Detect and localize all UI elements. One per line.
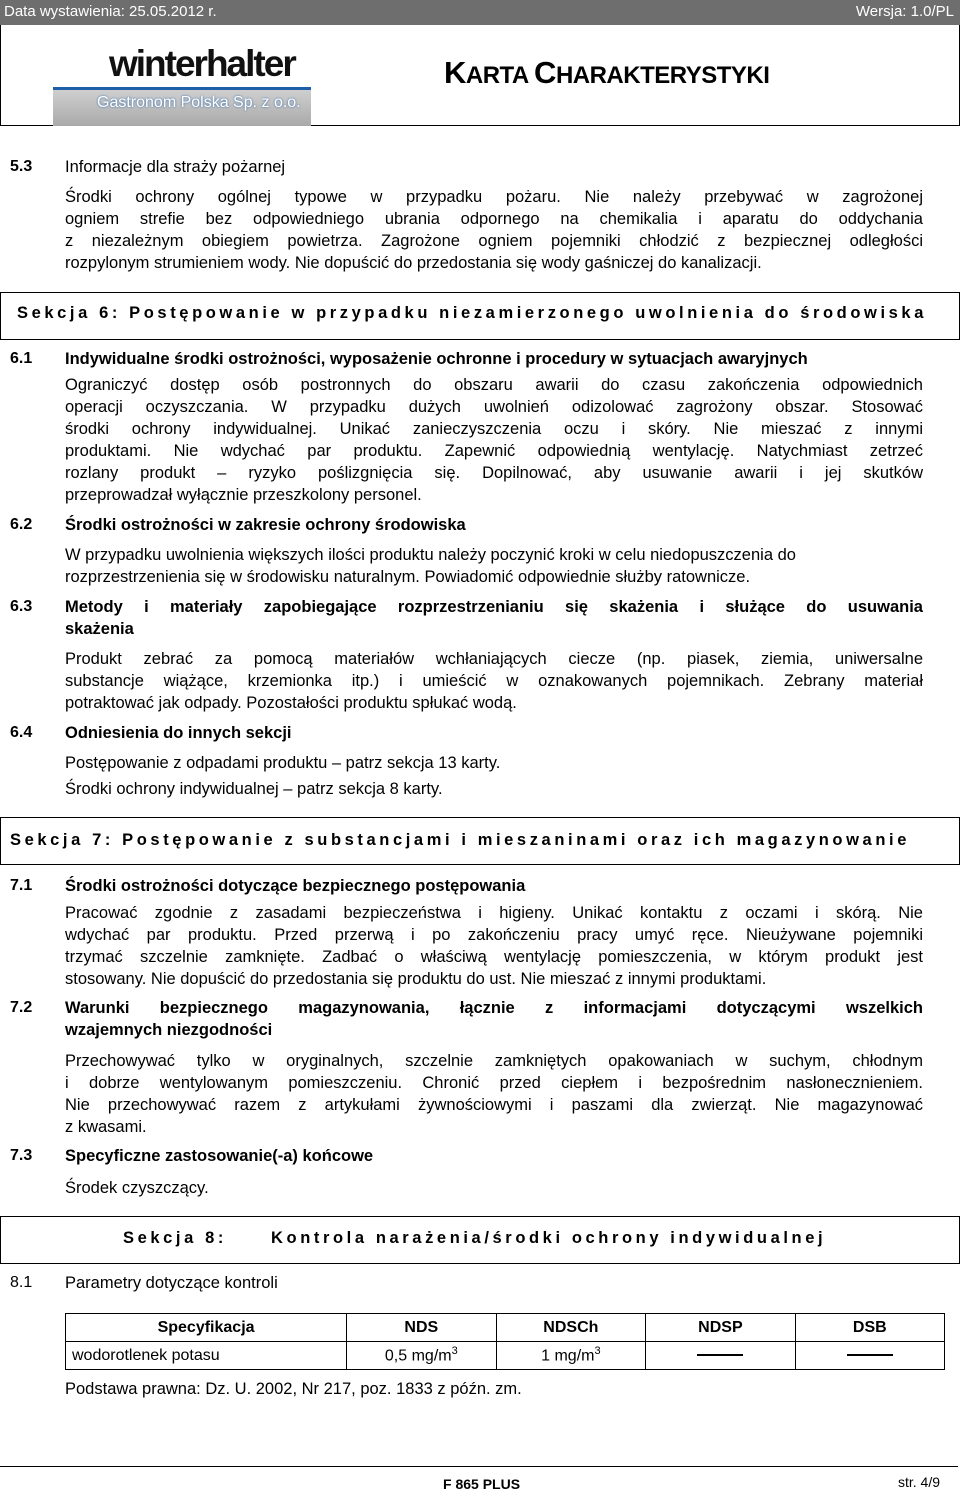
section-number: 6.4 xyxy=(10,724,33,741)
paragraph-6-4-line1: Postępowanie z odpadami produktu – patrz sekcja 13 karty. xyxy=(65,754,501,772)
section-heading: Środki ostrożności dotyczące bezpiecznego postępowania xyxy=(65,877,526,895)
empty-value-dash xyxy=(697,1354,743,1356)
paragraph-6-2: W przypadku uwolnienia większych ilości produktu należy poczynić kroki w celu niedopuszczenia do rozprzestrzenienia się w środowisku naturalnym. Powiadomić odpowiednie służby ratownicze. xyxy=(65,546,796,586)
section-heading-cont: skażenia xyxy=(65,620,134,638)
section-number: 6.3 xyxy=(10,598,33,615)
paragraph-7-1: Pracować zgodnie z zasadami bezpieczeństwa i higieny. Unikać kontaktu z oczami i skórą. Nie wdychać par produktu. Przed przerwą i po zakończeniu pracy umyć ręce. Nieużywane pojemniki trzymać szczelnie zamknięte. Zadbać o właściwą wentylację pomieszczenia, w którym produkt jest stosowany. Nie dopuścić do przedostania się produktu do ust. Nie mieszać z innymi produktami. xyxy=(65,904,923,988)
section-number: 7.1 xyxy=(10,877,33,894)
exposure-limits-table xyxy=(65,1313,945,1370)
top-bar xyxy=(0,0,960,25)
section-heading-cont: wzajemnych niezgodności xyxy=(65,1021,273,1039)
logo-wordmark: winterhalter xyxy=(109,43,295,84)
section-8-header: Sekcja 8: Kontrola narażenia/środki ochrony indywidualnej xyxy=(0,1216,960,1264)
section-heading: Metody i materiały zapobiegające rozprzestrzenianiu się skażenia i służące do usuwania xyxy=(65,598,923,616)
product-name: F 865 PLUS xyxy=(443,1476,521,1492)
section-number: 6.2 xyxy=(10,516,33,533)
section-6-header: Sekcja 6: Postępowanie w przypadku niezamierzonego uwolnienia do środowiska xyxy=(0,292,960,340)
footer-divider xyxy=(0,1466,958,1467)
page-number: str. 4/9 xyxy=(897,1474,940,1490)
section-heading: Informacje dla straży pożarnej xyxy=(65,158,286,176)
version: Wersja: 1.0/PL xyxy=(855,3,954,20)
paragraph-7-2: Przechowywać tylko w oryginalnych, szczelnie zamkniętych opakowaniach w suchym, chłodnym i dobrze wentylowanym pomieszczeniu. Chronić przed ciepłem i bezpośrednim nasłonecznieniem. Nie przechowywać razem z artykułami żywnościowymi i paszami dla zwierząt. Nie magazynować z kwasami. xyxy=(65,1052,923,1136)
section-heading: Indywidualne środki ostrożności, wyposażenie ochronne i procedury w sytuacjach awaryjnych xyxy=(65,350,808,368)
issue-date: Data wystawienia: 25.05.2012 r. xyxy=(4,3,217,20)
paragraph-6-3: Produkt zebrać za pomocą materiałów wchłaniających ciecze (np. piasek, ziemia, uniwersalne substancje wiążące, krzemionka itp.) i umieścić w oznakowanych pojemnikach. Zebrany materiał potraktować jak odpady. Pozostałości produktu spłukać wodą. xyxy=(65,650,923,712)
section-number: 5.3 xyxy=(10,158,33,175)
paragraph-7-3: Środek czyszczący. xyxy=(65,1179,209,1197)
section-heading: Odniesienia do innych sekcji xyxy=(65,724,292,742)
legal-basis: Podstawa prawna: Dz. U. 2002, Nr 217, poz. 1833 z późn. zm. xyxy=(65,1380,522,1398)
section-heading: Parametry dotyczące kontroli xyxy=(65,1274,278,1292)
section-7-header: Sekcja 7: Postępowanie z substancjami i mieszaninami oraz ich magazynowanie xyxy=(0,817,960,865)
logo-subtitle: Gastronom Polska Sp. z o.o. xyxy=(97,94,301,111)
section-number: 7.2 xyxy=(10,999,33,1016)
paragraph-6-4-line2: Środki ochrony indywidualnej – patrz sekcja 8 karty. xyxy=(65,780,443,798)
section-heading: Specyficzne zastosowanie(-a) końcowe xyxy=(65,1147,374,1165)
section-heading: Środki ostrożności w zakresie ochrony środowiska xyxy=(65,516,466,534)
section-number: 7.3 xyxy=(10,1147,33,1164)
section-number: 6.1 xyxy=(10,350,33,367)
paragraph-6-1: Ograniczyć dostęp osób postronnych do obszaru awarii do czasu zakończenia odpowiednich operacji oczyszczania. W przypadku dużych uwolnień odizolować zagrożony obszar. Stosować środki ochrony indywidualnej. Unikać zanieczyszczenia oczu i skóry. Nie mieszać z innymi produktami. Nie wdychać par produktu. Zapewnić odpowiednią wentylację. Natychmiast zetrzeć rozlany produkt – ryzyko poślizgnięcia się. Dopilnować, aby usuwanie awarii i jej skutków przeprowadzał wyłącznie przeszkolony personel. xyxy=(65,376,923,504)
table-header-row: Specyfikacja NDS NDSCh NDSP DSB xyxy=(66,1314,945,1342)
section-number: 8.1 xyxy=(10,1274,33,1291)
table-row: wodorotlenek potasu 0,5 $mg/m^3$ 1 $mg/m^3$ xyxy=(66,1342,945,1370)
document-title: KARTA CHARAKTERYSTYKI xyxy=(444,55,770,90)
section-heading: Warunki bezpiecznego magazynowania, łącznie z informacjami dotyczącymi wszelkich xyxy=(65,999,923,1017)
paragraph-5-3: Środki ochrony ogólnej typowe w przypadku pożaru. Nie należy przebywać w zagrożonej ogniem strefie bez odpowiedniego ubrania odpornego na chemikalia i aparatu do oddychania z niezależnym obiegiem powietrza. Zagrożone ogniem pojemniki chłodzić z bezpiecznej odległości rozpylonym strumieniem wody. Nie dopuścić do przedostania się wody gaśniczej do kanalizacji. xyxy=(65,188,923,272)
document-header xyxy=(0,25,960,126)
company-logo xyxy=(53,43,311,123)
empty-value-dash xyxy=(847,1354,893,1356)
